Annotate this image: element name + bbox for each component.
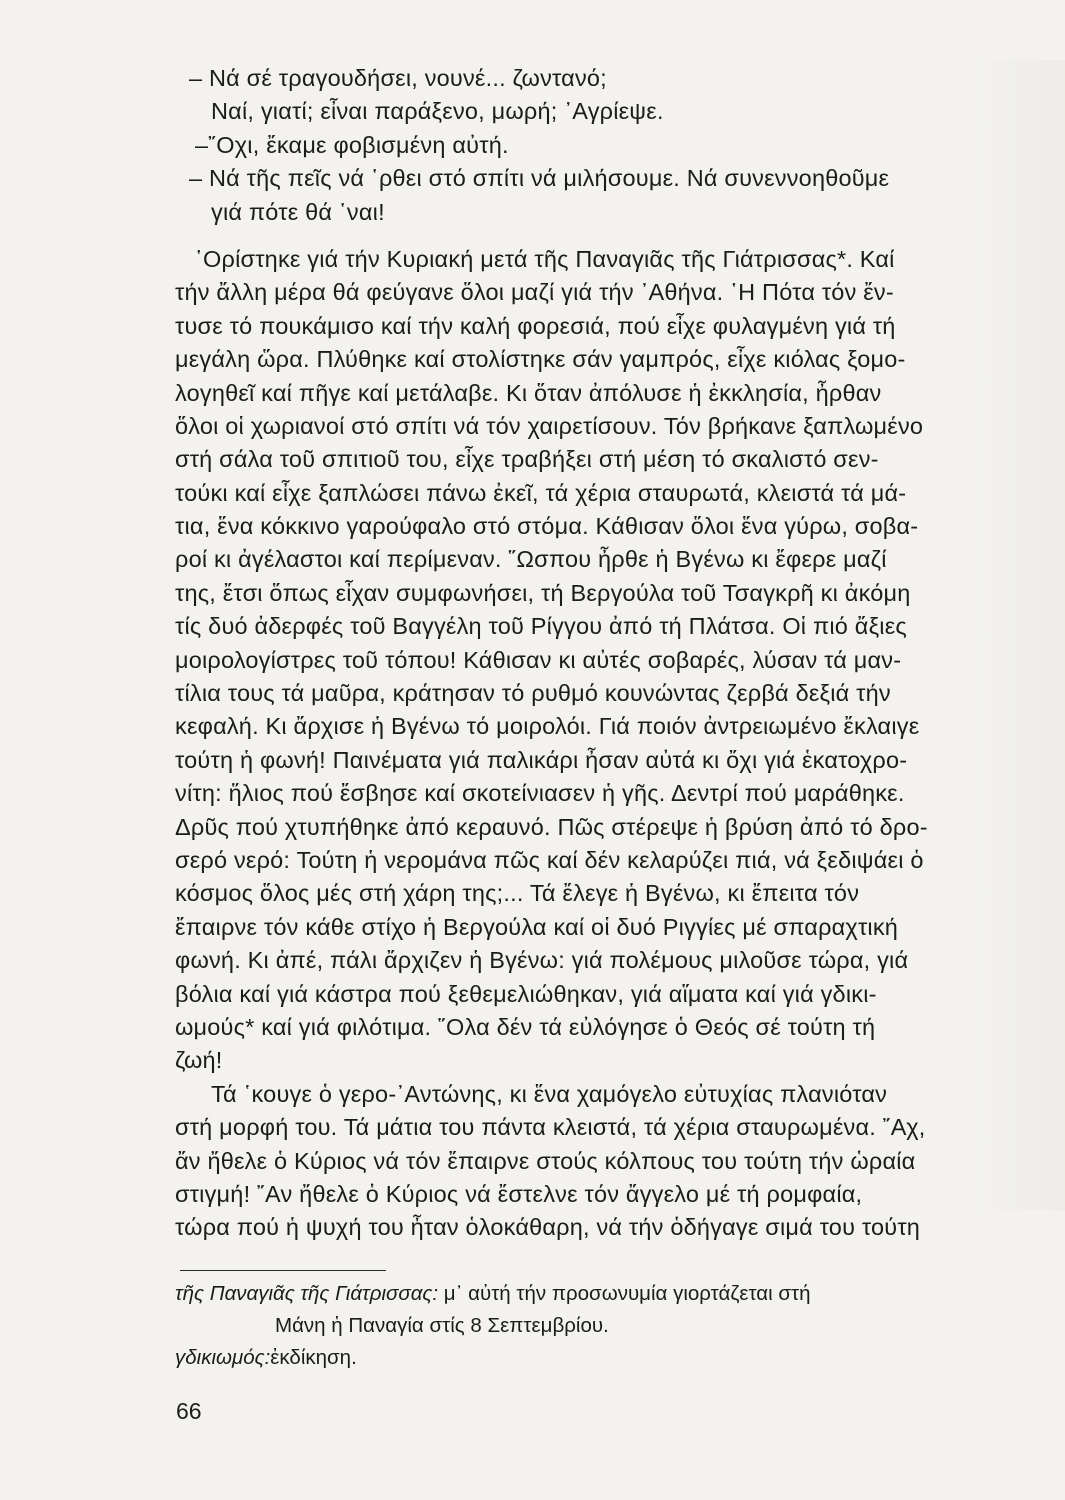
text-line: βόλια καί γιά κάστρα πού ξεθεμελιώθηκαν, γιά αἵματα καί γιά γδικι- [175, 980, 877, 1007]
footnote-term: τῆς Παναγιᾶς τῆς Γιάτρισσας: [175, 1282, 439, 1305]
text-line: κόσμος ὅλος μές στή χάρη της;... Τά ἔλεγε ἡ Βγένω, κι ἔπειτα τόν [175, 880, 860, 907]
text-line: κεφαλή. Κι ἄρχισε ἡ Βγένω τό μοιρολόι. Γιά ποιόν ἀντρειωμένο ἔκλαιγε [175, 713, 920, 740]
text-line: τίς δυό ἀδερφές τοῦ Βαγγέλη τοῦ Ρίγγου ἀπό τή Πλάτσα. Οἱ πιό ἄξιες [175, 613, 907, 640]
text-line: τούτη ἡ φωνή! Παινέματα γιά παλικάρι ἦσαν αὐτά κι ὄχι γιά ἑκατοχρο- [175, 746, 908, 773]
text-line: λογηθεῖ καί πῆγε καί μετάλαβε. Κι ὅταν ἀπόλυσε ἡ ἐκκλησία, ἦρθαν [175, 379, 882, 406]
footnote-1 [175, 1278, 1035, 1310]
text-line: μοιρολογίστρες τοῦ τόπου! Κάθισαν κι αὐτές σοβαρές, λύσαν τά μαν- [175, 646, 902, 673]
text-line: ροί κι ἀγέλαστοι καί περίμεναν. ῞Ωσπου ἦρθε ἡ Βγένω κι ἔφερε μαζί [175, 546, 887, 573]
text-line: της, ἔτσι ὅπως εἶχαν συμφωνήσει, τή Βεργούλα τοῦ Τσαγκρῆ κι ἀκόμη [175, 579, 911, 606]
text-line: Ναί, γιατί; εἶναι παράξενο, μωρή; ᾿Αγρίεψε. [211, 98, 664, 125]
text-line: Δρῦς πού χτυπήθηκε ἀπό κεραυνό. Πῶς στέρεψε ἡ βρύση ἀπό τό δρο- [175, 813, 928, 840]
text-line: –῎Οχι, ἔκαμε φοβισμένη αὐτή. [195, 131, 509, 158]
text-line: τυσε τό πουκάμισο καί τήν καλή φορεσιά, πού εἶχε φυλαγμένη γιά τή [175, 312, 896, 339]
text-line: στιγμή! ῎Αν ἤθελε ὁ Κύριος νά ἔστελνε τόν ἄγγελο μέ τή ρομφαία, [175, 1180, 863, 1207]
text-line: τια, ἕνα κόκκινο γαρούφαλο στό στόμα. Κάθισαν ὅλοι ἕνα γύρω, σοβα- [175, 513, 919, 540]
text-line: Τά ῾κουγε ὁ γερο-᾿Αντώνης, κι ἕνα χαμόγελο εὐτυχίας πλανιόταν [211, 1080, 888, 1107]
footnote-term: γδικιωμός: [175, 1346, 271, 1369]
footnote-1-continued: Μάνη ἡ Παναγία στίς 8 Σεπτεμβρίου. [275, 1314, 609, 1337]
text-line: τώρα πού ἡ ψυχή του ἦταν ὁλοκάθαρη, νά τήν ὁδήγαγε σιμά του τούτη [175, 1214, 921, 1241]
text-line: ζωή! [175, 1047, 223, 1074]
text-line: τίλια τους τά μαῦρα, κράτησαν τό ρυθμό κουνώντας ζερβά δεξιά τήν [175, 680, 891, 707]
footnotes [175, 1278, 1035, 1374]
text-line: ἄν ἤθελε ὁ Κύριος νά τόν ἔπαιρνε στούς κόλπους του τούτη τήν ὡραία [175, 1147, 916, 1174]
text-line: ἔπαιρνε τόν κάθε στίχο ἡ Βεργούλα καί οἱ δυό Ριγγίες μέ σπαραχτική [175, 913, 899, 940]
text-line: μεγάλη ὥρα. Πλύθηκε καί στολίστηκε σάν γαμπρός, εἶχε κιόλας ξομο- [175, 346, 906, 373]
text-line: τούκι καί εἶχε ξαπλώσει πάνω ἐκεῖ, τά χέρια σταυρωτά, κλειστά τά μά- [175, 479, 907, 506]
text-line: νίτη: ἥλιος πού ἔσβησε καί σκοτείνιασεν ἡ γῆς. Δεντρί πού μαράθηκε. [175, 780, 905, 807]
footnote-2 [175, 1342, 1035, 1374]
text-line: – Νά τῆς πεῖς νά ῾ρθει στό σπίτι νά μιλήσουμε. Νά συνεννοηθοῦμε [189, 165, 890, 192]
footnote-text: μ᾿ αὐτή τήν προσωνυμία γιορτάζεται στή [438, 1282, 811, 1305]
text-line: ὅλοι οἱ χωριανοί στό σπίτι νά τόν χαιρετίσουν. Τόν βρήκανε ξαπλωμένο [175, 412, 924, 439]
text-line: – Νά σέ τραγουδήσει, νουνέ... ζωντανό; [189, 65, 607, 91]
text-line: φωνή. Κι ἀπέ, πάλι ἄρχιζεν ἡ Βγένω: γιά πολέμους μιλοῦσε τώρα, γιά [175, 947, 909, 974]
text-line: σερό νερό: Τούτη ἡ νερομάνα πῶς καί δέν κελαρύζει πιά, νά ξεδιψάει ὁ [175, 846, 924, 873]
text-line: γιά πότε θά ῾ναι! [211, 198, 385, 225]
footnote-divider [180, 1270, 386, 1271]
page-number: 66 [176, 1398, 202, 1424]
text-line: τήν ἄλλη μέρα θά φεύγανε ὅλοι μαζί γιά τήν ᾿Αθήνα. ῾Η Πότα τόν ἔν- [175, 279, 894, 306]
footnote-text: ἐκδίκηση. [270, 1346, 357, 1369]
main-text [175, 62, 1035, 1245]
text-line: στή σάλα τοῦ σπιτιοῦ του, εἶχε τραβήξει στή μέση τό σκαλιστό σεν- [175, 446, 879, 473]
text-line: στή μορφή του. Τά μάτια του πάντα κλειστά, τά χέρια σταυρωμένα. ῎Αχ, [175, 1114, 926, 1141]
text-line: ωμούς* καί γιά φιλότιμα. ῞Ολα δέν τά εὐλόγησε ὁ Θεός σέ τούτη τή [175, 1013, 876, 1040]
text-line: ῾Ορίστηκε γιά τήν Κυριακή μετά τῆς Παναγιᾶς τῆς Γιάτρισσας*. Καί [195, 245, 895, 272]
